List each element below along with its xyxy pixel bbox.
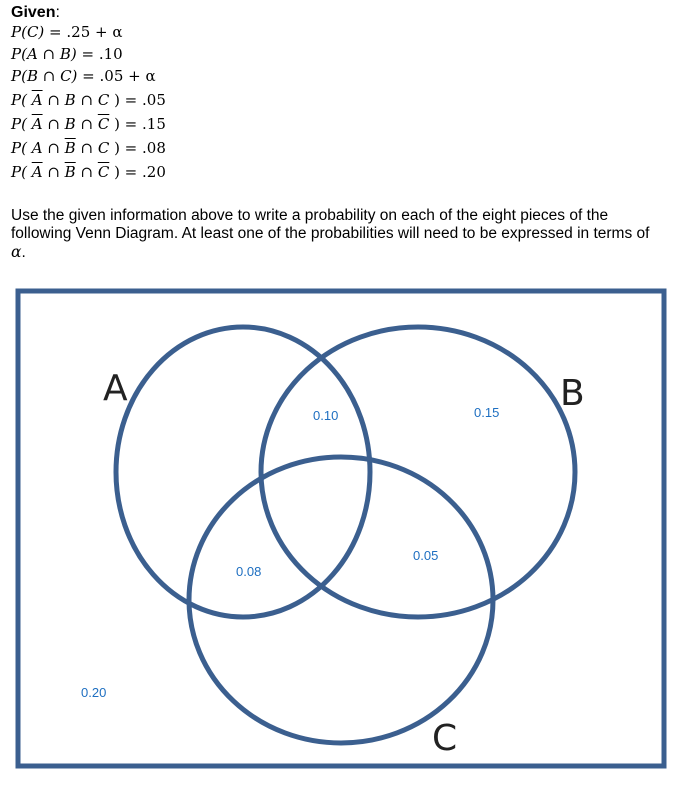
equation-pbc: P(B ∩ C) = .05 + α xyxy=(11,67,156,85)
region-b-only: 0.15 xyxy=(474,405,500,420)
region-a-b-only: 0.10 xyxy=(313,408,339,423)
equation-notA-notB-notC: P( $\overline{A}$ ∩ $\overline{B}$ ∩ $\overline{C}$ ) = .20 xyxy=(11,163,166,181)
equation-A-notB-C: P( A ∩ $\overline{B}$ ∩ C ) = .08 xyxy=(11,139,166,157)
equation-notA-B-notC: P( $\overline{A}$ ∩ B ∩ $\overline{C}$ ) = .15 xyxy=(11,115,166,133)
equation-pc: P(C) = .25 + α xyxy=(11,23,123,41)
equation-notA-B-C: P( $\overline{A}$ ∩ B ∩ C ) = .05 xyxy=(11,91,166,109)
circle-b xyxy=(261,327,575,617)
region-a-c-only: 0.08 xyxy=(236,564,262,579)
set-label-b: B xyxy=(560,373,585,414)
set-label-a: A xyxy=(103,368,128,409)
region-b-c-only: 0.05 xyxy=(413,548,439,563)
equation-pab: P(A ∩ B) = .10 xyxy=(11,45,123,63)
instructions-text: Use the given information above to write a probability on each of the eight pieces of the following Venn Diagram. At least one of the probabilities will need to be expressed in terms of α. xyxy=(11,207,650,261)
region-outside: 0.20 xyxy=(81,685,107,700)
universe-box xyxy=(18,291,664,766)
set-label-c: C xyxy=(432,718,458,759)
given-heading: Given: xyxy=(11,4,60,21)
